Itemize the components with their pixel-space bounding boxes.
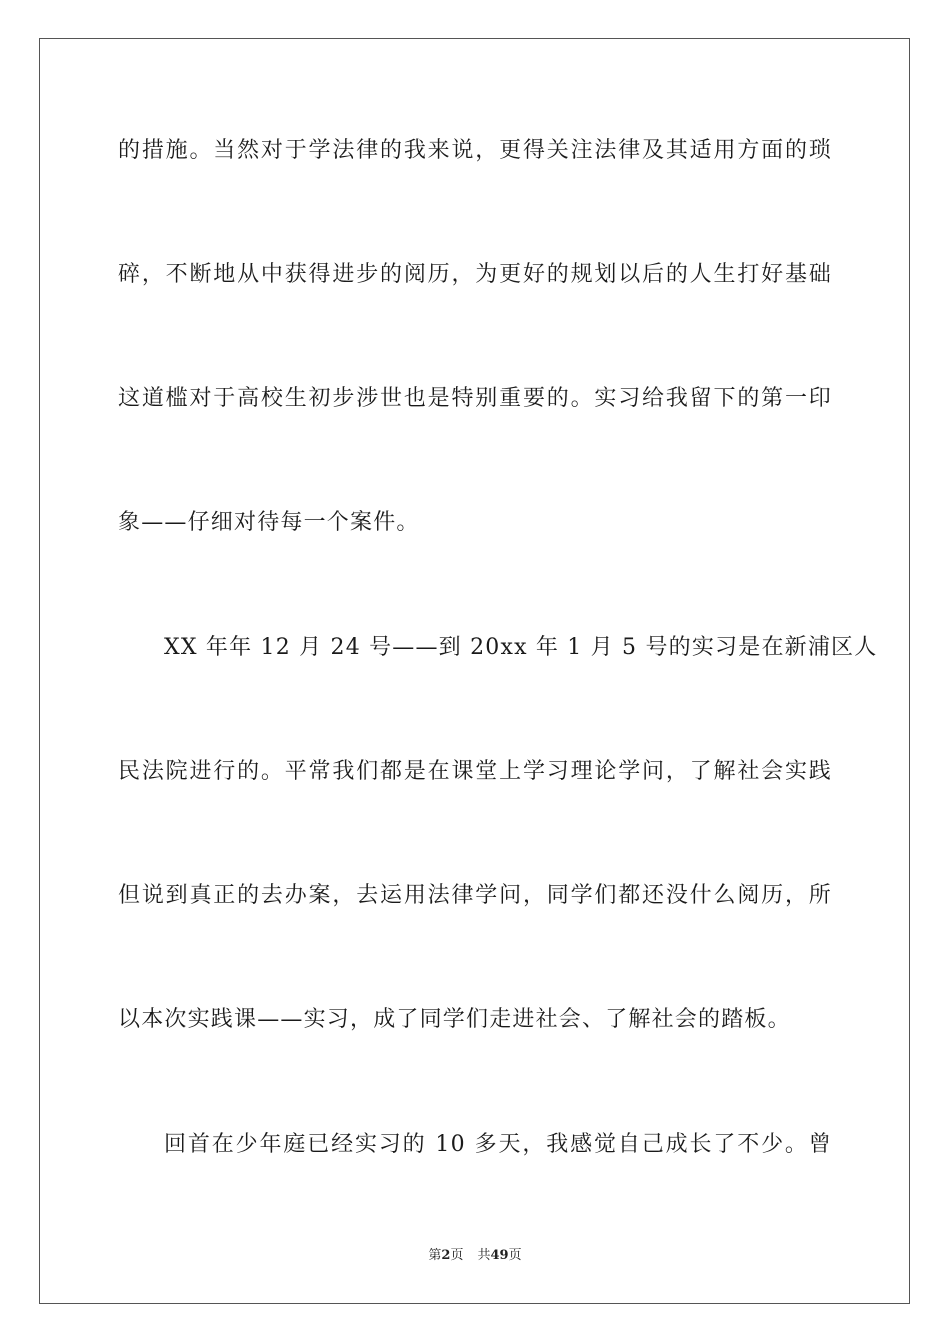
text-line-1: 的措施。当然对于学法律的我来说，更得关注法律及其适用方面的琐 <box>118 138 832 163</box>
text-line-7: 但说到真正的去办案，去运用法律学问，同学们都还没什么阅历，所 <box>118 883 832 908</box>
text-line-3: 这道槛对于高校生初步涉世也是特别重要的。实习给我留下的第一印 <box>118 386 832 411</box>
footer-page-prefix: 第 <box>428 1248 442 1263</box>
text-line-6: 民法院进行的。平常我们都是在课堂上学习理论学问，了解社会实践 <box>118 759 832 784</box>
footer-total-prefix: 共 <box>477 1248 491 1263</box>
text-line-9: 回首在少年庭已经实习的 10 多天，我感觉自己成长了不少。曾 <box>164 1132 832 1157</box>
text-line-4: 象——仔细对待每一个案件。 <box>118 510 420 535</box>
text-line-5: XX 年年 12 月 24 号——到 20xx 年 1 月 5 号的实习是在新浦区人 <box>164 635 878 660</box>
page-footer <box>0 1247 950 1265</box>
footer-total-suffix: 页 <box>508 1248 522 1263</box>
footer-page-number: 2 <box>441 1248 451 1263</box>
text-line-8: 以本次实践课——实习，成了同学们走进社会、了解社会的踏板。 <box>118 1007 791 1032</box>
footer-total-pages: 49 <box>490 1248 509 1263</box>
page-border <box>39 38 910 1304</box>
text-line-2: 碎，不断地从中获得进步的阅历，为更好的规划以后的人生打好基础 <box>118 262 832 287</box>
footer-page-suffix: 页 <box>450 1248 464 1263</box>
